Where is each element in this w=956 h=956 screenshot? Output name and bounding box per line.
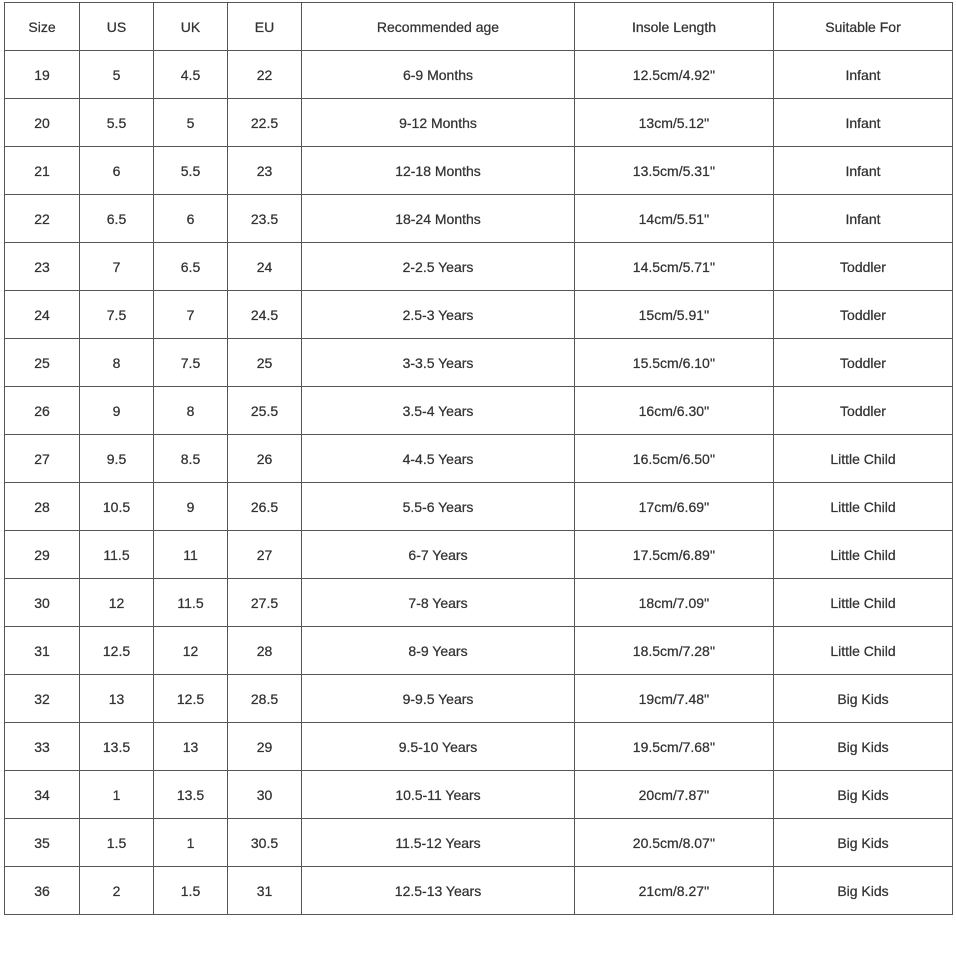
- cell-insole-length: 19.5cm/7.68'': [575, 723, 774, 771]
- cell-us: 13: [80, 675, 154, 723]
- cell-suitable-for: Big Kids: [774, 675, 953, 723]
- cell-suitable-for: Little Child: [774, 579, 953, 627]
- cell-size: 28: [5, 483, 80, 531]
- cell-size: 31: [5, 627, 80, 675]
- cell-eu: 24: [228, 243, 302, 291]
- cell-size: 26: [5, 387, 80, 435]
- table-row: [5, 867, 953, 915]
- table-row: [5, 387, 953, 435]
- cell-eu: 23.5: [228, 195, 302, 243]
- cell-recommended-age: 2.5-3 Years: [302, 291, 575, 339]
- cell-insole-length: 20cm/7.87'': [575, 771, 774, 819]
- cell-recommended-age: 5.5-6 Years: [302, 483, 575, 531]
- cell-insole-length: 13.5cm/5.31'': [575, 147, 774, 195]
- cell-suitable-for: Little Child: [774, 435, 953, 483]
- cell-suitable-for: Infant: [774, 51, 953, 99]
- cell-recommended-age: 2-2.5 Years: [302, 243, 575, 291]
- size-chart-table: [4, 2, 953, 915]
- cell-us: 7: [80, 243, 154, 291]
- cell-insole-length: 15cm/5.91'': [575, 291, 774, 339]
- cell-eu: 26: [228, 435, 302, 483]
- cell-uk: 7: [154, 291, 228, 339]
- cell-insole-length: 17.5cm/6.89'': [575, 531, 774, 579]
- column-header-suitable-for: Suitable For: [774, 3, 953, 51]
- cell-size: 27: [5, 435, 80, 483]
- cell-uk: 1.5: [154, 867, 228, 915]
- cell-eu: 25: [228, 339, 302, 387]
- cell-size: 23: [5, 243, 80, 291]
- table-row: [5, 435, 953, 483]
- table-row: [5, 819, 953, 867]
- cell-insole-length: 14cm/5.51'': [575, 195, 774, 243]
- cell-insole-length: 18.5cm/7.28'': [575, 627, 774, 675]
- cell-uk: 8.5: [154, 435, 228, 483]
- cell-uk: 1: [154, 819, 228, 867]
- cell-recommended-age: 6-9 Months: [302, 51, 575, 99]
- cell-size: 22: [5, 195, 80, 243]
- cell-insole-length: 17cm/6.69'': [575, 483, 774, 531]
- cell-insole-length: 20.5cm/8.07'': [575, 819, 774, 867]
- cell-uk: 8: [154, 387, 228, 435]
- cell-uk: 13: [154, 723, 228, 771]
- table-row: [5, 771, 953, 819]
- table-row: [5, 243, 953, 291]
- cell-suitable-for: Big Kids: [774, 771, 953, 819]
- cell-recommended-age: 11.5-12 Years: [302, 819, 575, 867]
- cell-us: 2: [80, 867, 154, 915]
- cell-eu: 29: [228, 723, 302, 771]
- cell-eu: 31: [228, 867, 302, 915]
- table-row: [5, 675, 953, 723]
- cell-us: 10.5: [80, 483, 154, 531]
- cell-recommended-age: 8-9 Years: [302, 627, 575, 675]
- cell-eu: 25.5: [228, 387, 302, 435]
- size-chart-header: [5, 3, 953, 51]
- cell-recommended-age: 9-9.5 Years: [302, 675, 575, 723]
- cell-size: 19: [5, 51, 80, 99]
- cell-size: 36: [5, 867, 80, 915]
- table-row: [5, 483, 953, 531]
- cell-suitable-for: Toddler: [774, 243, 953, 291]
- cell-size: 29: [5, 531, 80, 579]
- column-header-uk: UK: [154, 3, 228, 51]
- table-row: [5, 627, 953, 675]
- cell-size: 20: [5, 99, 80, 147]
- header-row: [5, 3, 953, 51]
- cell-size: 33: [5, 723, 80, 771]
- cell-suitable-for: Little Child: [774, 531, 953, 579]
- cell-insole-length: 21cm/8.27'': [575, 867, 774, 915]
- cell-us: 9: [80, 387, 154, 435]
- cell-suitable-for: Infant: [774, 195, 953, 243]
- cell-uk: 6: [154, 195, 228, 243]
- cell-suitable-for: Toddler: [774, 291, 953, 339]
- cell-us: 1: [80, 771, 154, 819]
- table-row: [5, 339, 953, 387]
- cell-eu: 23: [228, 147, 302, 195]
- cell-size: 24: [5, 291, 80, 339]
- size-chart-body: [5, 51, 953, 915]
- table-row: [5, 51, 953, 99]
- column-header-insole-length: Insole Length: [575, 3, 774, 51]
- cell-eu: 24.5: [228, 291, 302, 339]
- cell-suitable-for: Big Kids: [774, 819, 953, 867]
- cell-suitable-for: Little Child: [774, 627, 953, 675]
- cell-us: 1.5: [80, 819, 154, 867]
- table-row: [5, 147, 953, 195]
- cell-uk: 11.5: [154, 579, 228, 627]
- cell-suitable-for: Big Kids: [774, 723, 953, 771]
- cell-size: 25: [5, 339, 80, 387]
- cell-insole-length: 13cm/5.12'': [575, 99, 774, 147]
- cell-us: 6: [80, 147, 154, 195]
- cell-size: 32: [5, 675, 80, 723]
- cell-size: 34: [5, 771, 80, 819]
- cell-recommended-age: 6-7 Years: [302, 531, 575, 579]
- cell-recommended-age: 10.5-11 Years: [302, 771, 575, 819]
- cell-eu: 28.5: [228, 675, 302, 723]
- table-row: [5, 99, 953, 147]
- cell-recommended-age: 9.5-10 Years: [302, 723, 575, 771]
- cell-us: 5: [80, 51, 154, 99]
- column-header-us: US: [80, 3, 154, 51]
- cell-eu: 22.5: [228, 99, 302, 147]
- cell-uk: 13.5: [154, 771, 228, 819]
- cell-us: 13.5: [80, 723, 154, 771]
- cell-suitable-for: Infant: [774, 147, 953, 195]
- cell-suitable-for: Big Kids: [774, 867, 953, 915]
- cell-eu: 26.5: [228, 483, 302, 531]
- cell-recommended-age: 7-8 Years: [302, 579, 575, 627]
- cell-insole-length: 16cm/6.30'': [575, 387, 774, 435]
- cell-size: 21: [5, 147, 80, 195]
- cell-recommended-age: 3.5-4 Years: [302, 387, 575, 435]
- table-row: [5, 579, 953, 627]
- cell-insole-length: 14.5cm/5.71'': [575, 243, 774, 291]
- table-row: [5, 291, 953, 339]
- cell-insole-length: 19cm/7.48'': [575, 675, 774, 723]
- cell-suitable-for: Toddler: [774, 339, 953, 387]
- cell-us: 5.5: [80, 99, 154, 147]
- cell-insole-length: 12.5cm/4.92'': [575, 51, 774, 99]
- cell-us: 11.5: [80, 531, 154, 579]
- cell-recommended-age: 3-3.5 Years: [302, 339, 575, 387]
- column-header-size: Size: [5, 3, 80, 51]
- cell-insole-length: 15.5cm/6.10'': [575, 339, 774, 387]
- cell-recommended-age: 18-24 Months: [302, 195, 575, 243]
- cell-uk: 9: [154, 483, 228, 531]
- table-row: [5, 723, 953, 771]
- cell-us: 12: [80, 579, 154, 627]
- table-row: [5, 531, 953, 579]
- cell-us: 7.5: [80, 291, 154, 339]
- cell-uk: 5.5: [154, 147, 228, 195]
- cell-us: 12.5: [80, 627, 154, 675]
- cell-eu: 27: [228, 531, 302, 579]
- cell-us: 8: [80, 339, 154, 387]
- cell-recommended-age: 12-18 Months: [302, 147, 575, 195]
- cell-suitable-for: Infant: [774, 99, 953, 147]
- cell-eu: 30.5: [228, 819, 302, 867]
- column-header-recommended-age: Recommended age: [302, 3, 575, 51]
- cell-uk: 12.5: [154, 675, 228, 723]
- cell-eu: 27.5: [228, 579, 302, 627]
- cell-recommended-age: 4-4.5 Years: [302, 435, 575, 483]
- cell-suitable-for: Little Child: [774, 483, 953, 531]
- cell-uk: 12: [154, 627, 228, 675]
- cell-us: 9.5: [80, 435, 154, 483]
- cell-us: 6.5: [80, 195, 154, 243]
- cell-eu: 28: [228, 627, 302, 675]
- cell-size: 35: [5, 819, 80, 867]
- cell-recommended-age: 12.5-13 Years: [302, 867, 575, 915]
- cell-eu: 22: [228, 51, 302, 99]
- cell-uk: 4.5: [154, 51, 228, 99]
- cell-uk: 11: [154, 531, 228, 579]
- cell-suitable-for: Toddler: [774, 387, 953, 435]
- cell-recommended-age: 9-12 Months: [302, 99, 575, 147]
- cell-insole-length: 16.5cm/6.50'': [575, 435, 774, 483]
- cell-uk: 7.5: [154, 339, 228, 387]
- cell-uk: 5: [154, 99, 228, 147]
- column-header-eu: EU: [228, 3, 302, 51]
- cell-uk: 6.5: [154, 243, 228, 291]
- cell-insole-length: 18cm/7.09'': [575, 579, 774, 627]
- cell-size: 30: [5, 579, 80, 627]
- table-row: [5, 195, 953, 243]
- cell-eu: 30: [228, 771, 302, 819]
